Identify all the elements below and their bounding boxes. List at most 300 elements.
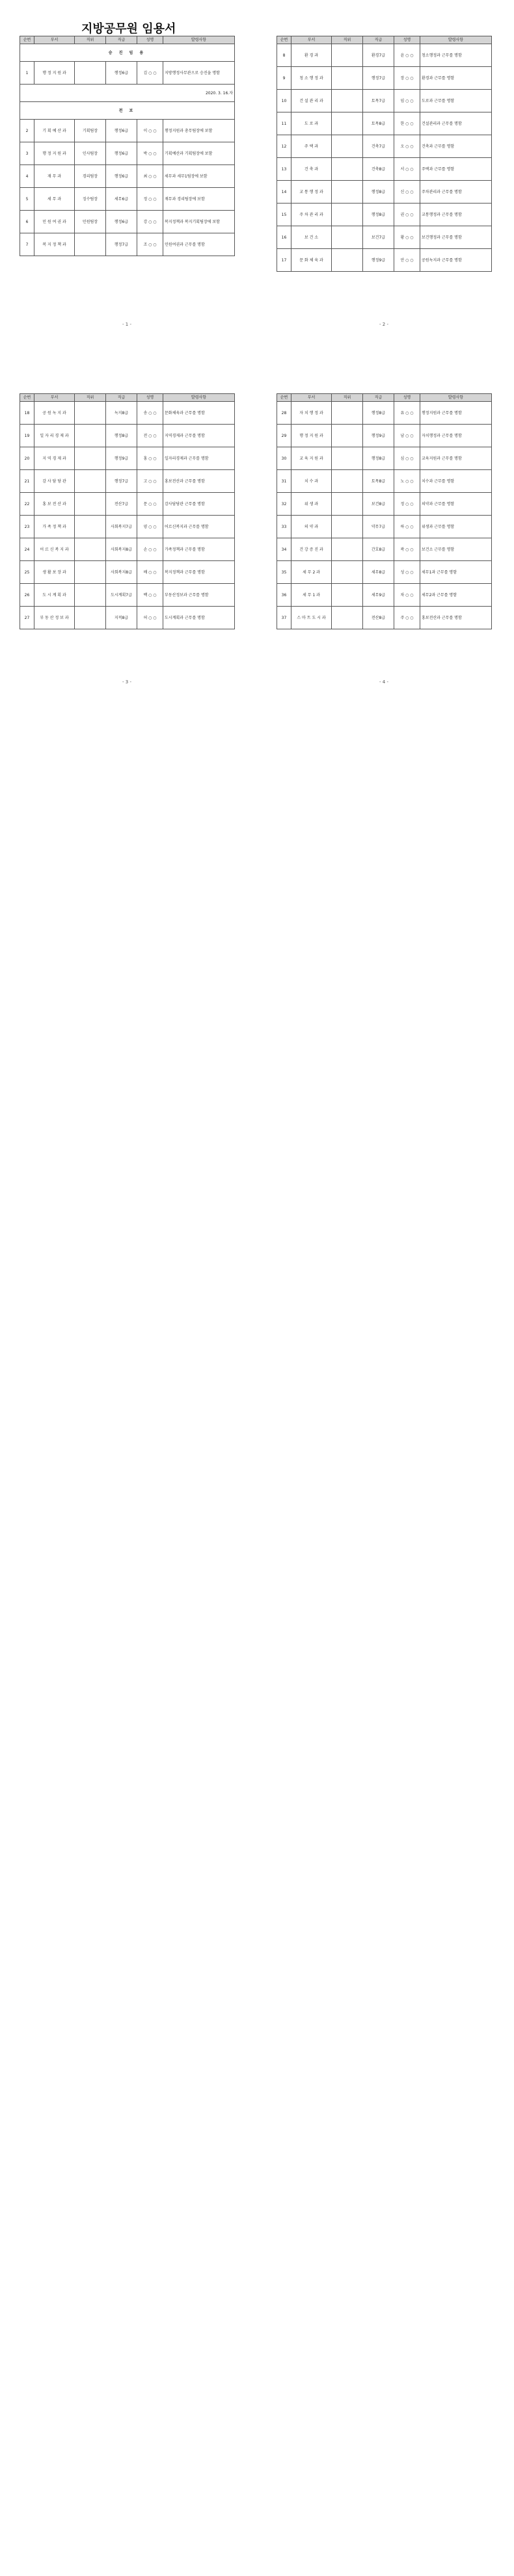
cell-dept: 복 지 정 책 과	[34, 233, 75, 256]
cell-dept: 교 육 지 원 과	[291, 447, 332, 470]
cell-rank: 행정6급	[106, 120, 137, 142]
cell-name: 한 ○ ○	[394, 112, 420, 135]
cell-rank: 행정6급	[106, 142, 137, 165]
cell-name: 유 ○ ○	[394, 402, 420, 425]
cell-rank: 보건7급	[363, 226, 394, 249]
header-dept: 부서	[34, 394, 75, 402]
table-row	[277, 561, 492, 584]
cell-position	[332, 402, 363, 425]
cell-rank: 행정6급	[106, 211, 137, 233]
table-row	[20, 561, 235, 584]
header-name: 성명	[394, 36, 420, 44]
cell-no: 16	[277, 226, 291, 249]
cell-rank: 행정8급	[363, 402, 394, 425]
cell-no: 15	[277, 204, 291, 226]
cell-dept: 위 생 과	[291, 493, 332, 516]
cell-dept: 건 설 관 리 과	[291, 90, 332, 112]
cell-name: 황 ○ ○	[394, 226, 420, 249]
cell-name: 고 ○ ○	[137, 470, 163, 493]
cell-rank: 행정8급	[363, 204, 394, 226]
cell-no: 27	[20, 607, 34, 629]
cell-no: 13	[277, 158, 291, 181]
page-number: - 1 -	[122, 322, 131, 327]
cell-dept: 어 르 신 복 지 과	[34, 538, 75, 561]
header-rank: 직급	[363, 36, 394, 44]
cell-rank: 지적8급	[106, 607, 137, 629]
cell-no: 1	[20, 62, 34, 85]
cell-no: 24	[20, 538, 34, 561]
header-position: 직위	[75, 36, 106, 44]
cell-no: 26	[20, 584, 34, 607]
cell-rank: 행정9급	[363, 425, 394, 447]
cell-no: 17	[277, 249, 291, 272]
cell-name: 권 ○ ○	[394, 204, 420, 226]
cell-no: 30	[277, 447, 291, 470]
cell-position: 경리팀장	[75, 165, 106, 188]
cell-content: 복지정책과 근무를 명함	[163, 561, 235, 584]
cell-position	[332, 538, 363, 561]
cell-no: 9	[277, 67, 291, 90]
cell-content: 치수과 근무를 명함	[420, 470, 492, 493]
cell-dept: 도 시 계 획 과	[34, 584, 75, 607]
cell-content: 건설관리과 근무를 명함	[420, 112, 492, 135]
page-number: - 4 -	[379, 679, 388, 685]
cell-name: 하 ○ ○	[394, 516, 420, 538]
cell-content: 건축과 근무를 명함	[420, 135, 492, 158]
appointment-table	[20, 393, 235, 629]
table-header-row	[20, 394, 235, 402]
table-row	[20, 102, 235, 120]
table-row	[277, 135, 492, 158]
cell-content: 어르신복지과 근무를 명함	[163, 516, 235, 538]
header-rank: 직급	[106, 394, 137, 402]
cell-name: 임 ○ ○	[394, 90, 420, 112]
table-row	[20, 584, 235, 607]
header-content: 발령사항	[163, 36, 235, 44]
cell-no: 29	[277, 425, 291, 447]
cell-dept: 기 획 예 산 과	[34, 120, 75, 142]
cell-content: 가족정책과 근무를 명함	[163, 538, 235, 561]
table-header-row	[20, 36, 235, 44]
cell-position	[332, 249, 363, 272]
cell-no: 34	[277, 538, 291, 561]
table-row	[20, 142, 235, 165]
cell-position: 민원팀장	[75, 211, 106, 233]
header-no: 순번	[20, 36, 34, 44]
cell-rank: 행정7급	[363, 67, 394, 90]
cell-rank: 행정9급	[106, 447, 137, 470]
cell-position	[332, 67, 363, 90]
cell-name: 조 ○ ○	[137, 233, 163, 256]
cell-name: 남 ○ ○	[394, 425, 420, 447]
cell-name: 윤 ○ ○	[394, 44, 420, 67]
cell-no: 8	[277, 44, 291, 67]
header-rank: 직급	[106, 36, 137, 44]
cell-position: 징수팀장	[75, 188, 106, 211]
header-position: 직위	[332, 394, 363, 402]
cell-no: 23	[20, 516, 34, 538]
cell-content: 보건행정과 근무를 명함	[420, 226, 492, 249]
table-row	[20, 211, 235, 233]
table-row	[20, 165, 235, 188]
cell-content: 문화체육과 근무를 명함	[163, 402, 235, 425]
header-no: 순번	[20, 394, 34, 402]
cell-content: 의약과 근무를 명함	[420, 493, 492, 516]
cell-name: 최 ○ ○	[137, 165, 163, 188]
table-row	[277, 204, 492, 226]
cell-rank: 환경7급	[363, 44, 394, 67]
cell-rank: 약무7급	[363, 516, 394, 538]
table-row	[277, 516, 492, 538]
cell-position	[332, 181, 363, 204]
cell-dept: 세 무 1 과	[291, 584, 332, 607]
cell-dept: 환 경 과	[291, 44, 332, 67]
table-row	[277, 249, 492, 272]
appointment-table	[277, 36, 492, 272]
cell-rank: 간호8급	[363, 538, 394, 561]
cell-rank: 행정7급	[106, 470, 137, 493]
cell-rank: 도시계획7급	[106, 584, 137, 607]
effective-date: 2020. 3. 16.자	[20, 85, 235, 102]
cell-no: 20	[20, 447, 34, 470]
cell-dept: 건 축 과	[291, 158, 332, 181]
cell-name: 노 ○ ○	[394, 470, 420, 493]
cell-content: 세무2과 근무를 명함	[420, 584, 492, 607]
cell-name: 심 ○ ○	[394, 447, 420, 470]
document-page	[20, 36, 234, 256]
cell-dept: 도 로 과	[291, 112, 332, 135]
cell-rank: 전산8급	[363, 607, 394, 629]
table-row	[277, 493, 492, 516]
cell-content: 청소행정과 근무를 명함	[420, 44, 492, 67]
cell-position	[75, 62, 106, 85]
cell-dept: 청 소 행 정 과	[291, 67, 332, 90]
cell-no: 25	[20, 561, 34, 584]
header-content: 발령사항	[163, 394, 235, 402]
cell-dept: 행 정 지 원 과	[34, 62, 75, 85]
cell-position	[332, 425, 363, 447]
cell-position: 인사팀장	[75, 142, 106, 165]
cell-rank: 토목8급	[363, 470, 394, 493]
page-number: - 3 -	[122, 679, 131, 685]
section-heading: 승 진 임 용	[20, 44, 235, 62]
header-content: 발령사항	[420, 36, 492, 44]
cell-name: 배 ○ ○	[137, 561, 163, 584]
cell-dept: 의 약 과	[291, 516, 332, 538]
cell-dept: 자 치 행 정 과	[291, 402, 332, 425]
cell-position	[332, 607, 363, 629]
cell-name: 곽 ○ ○	[394, 538, 420, 561]
cell-name: 안 ○ ○	[394, 249, 420, 272]
header-no: 순번	[277, 36, 291, 44]
cell-position	[332, 158, 363, 181]
cell-no: 32	[277, 493, 291, 516]
cell-content: 재무과 경리팀장에 보함	[163, 188, 235, 211]
cell-dept: 행 정 지 원 과	[291, 425, 332, 447]
cell-name: 오 ○ ○	[394, 135, 420, 158]
cell-no: 3	[20, 142, 34, 165]
cell-no: 22	[20, 493, 34, 516]
table-row	[20, 233, 235, 256]
document-page	[20, 393, 234, 629]
cell-name: 신 ○ ○	[394, 181, 420, 204]
cell-dept: 교 통 행 정 과	[291, 181, 332, 204]
cell-position	[332, 470, 363, 493]
cell-no: 37	[277, 607, 291, 629]
cell-no: 5	[20, 188, 34, 211]
cell-content: 주택과 근무를 명함	[420, 158, 492, 181]
cell-name: 정 ○ ○	[394, 493, 420, 516]
cell-no: 7	[20, 233, 34, 256]
cell-dept: 주 택 과	[291, 135, 332, 158]
cell-no: 18	[20, 402, 34, 425]
cell-no: 31	[277, 470, 291, 493]
cell-position	[332, 90, 363, 112]
cell-content: 교육지원과 근무를 명함	[420, 447, 492, 470]
table-row	[277, 112, 492, 135]
document-page	[277, 36, 491, 272]
cell-name: 전 ○ ○	[137, 425, 163, 447]
page-number: - 2 -	[379, 322, 388, 327]
cell-position	[332, 516, 363, 538]
cell-content: 도로과 근무를 명함	[420, 90, 492, 112]
section-heading: 전 보	[20, 102, 235, 120]
cell-rank: 행정7급	[106, 233, 137, 256]
cell-dept: 세 무 2 과	[291, 561, 332, 584]
cell-name: 서 ○ ○	[394, 158, 420, 181]
cell-rank: 행정8급	[363, 447, 394, 470]
cell-no: 4	[20, 165, 34, 188]
cell-name: 손 ○ ○	[137, 538, 163, 561]
cell-position	[332, 584, 363, 607]
cell-position	[75, 425, 106, 447]
cell-position	[75, 584, 106, 607]
table-row	[277, 158, 492, 181]
header-rank: 직급	[363, 394, 394, 402]
cell-content: 공원녹지과 근무를 명함	[420, 249, 492, 272]
cell-name: 문 ○ ○	[137, 493, 163, 516]
cell-name: 정 ○ ○	[137, 188, 163, 211]
table-row	[277, 67, 492, 90]
cell-no: 28	[277, 402, 291, 425]
cell-dept: 홍 보 전 산 과	[34, 493, 75, 516]
cell-position	[332, 204, 363, 226]
cell-content: 홍보전산과 근무를 명함	[420, 607, 492, 629]
cell-content: 행정지원과 근무를 명함	[420, 402, 492, 425]
header-dept: 부서	[34, 36, 75, 44]
cell-content: 감사담당관 근무를 명함	[163, 493, 235, 516]
cell-rank: 사회복지7급	[106, 516, 137, 538]
cell-content: 기획예산과 기획팀장에 보함	[163, 142, 235, 165]
cell-name: 차 ○ ○	[394, 584, 420, 607]
cell-rank: 사회복지8급	[106, 538, 137, 561]
cell-content: 세무과 세무1팀장에 보함	[163, 165, 235, 188]
cell-dept: 부 동 산 정 보 과	[34, 607, 75, 629]
cell-rank: 토목8급	[363, 112, 394, 135]
cell-dept: 공 원 녹 지 과	[34, 402, 75, 425]
table-row	[20, 538, 235, 561]
cell-dept: 재 무 과	[34, 165, 75, 188]
table-row	[277, 425, 492, 447]
cell-dept: 치 수 과	[291, 470, 332, 493]
cell-rank: 행정6급	[106, 62, 137, 85]
cell-dept: 가 족 정 책 과	[34, 516, 75, 538]
cell-rank: 토목7급	[363, 90, 394, 112]
table-row	[20, 120, 235, 142]
table-row	[277, 90, 492, 112]
cell-rank: 녹지8급	[106, 402, 137, 425]
table-row	[20, 188, 235, 211]
cell-content: 보건소 근무를 명함	[420, 538, 492, 561]
appointment-table	[277, 393, 492, 629]
cell-name: 박 ○ ○	[137, 142, 163, 165]
cell-position	[75, 470, 106, 493]
table-row	[20, 470, 235, 493]
cell-rank: 행정9급	[363, 249, 394, 272]
cell-position	[332, 112, 363, 135]
cell-position	[75, 516, 106, 538]
header-position: 직위	[75, 394, 106, 402]
appointment-table	[20, 36, 235, 256]
cell-content: 일자리경제과 근무를 명함	[163, 447, 235, 470]
cell-rank: 세무9급	[363, 584, 394, 607]
cell-no: 33	[277, 516, 291, 538]
cell-rank: 건축8급	[363, 158, 394, 181]
table-row	[277, 226, 492, 249]
cell-rank: 행정8급	[106, 425, 137, 447]
table-row	[277, 447, 492, 470]
header-name: 성명	[137, 394, 163, 402]
table-row	[277, 607, 492, 629]
cell-content: 민원여권과 근무를 명함	[163, 233, 235, 256]
cell-dept: 지 역 경 제 과	[34, 447, 75, 470]
cell-no: 12	[277, 135, 291, 158]
cell-position	[332, 447, 363, 470]
cell-content: 복지정책과 복지기획팀장에 보함	[163, 211, 235, 233]
cell-position	[332, 135, 363, 158]
cell-content: 자치행정과 근무를 명함	[420, 425, 492, 447]
table-header-row	[277, 36, 492, 44]
cell-dept: 문 화 체 육 과	[291, 249, 332, 272]
cell-dept: 세 무 과	[34, 188, 75, 211]
cell-content: 교통행정과 근무를 명함	[420, 204, 492, 226]
header-name: 성명	[394, 394, 420, 402]
cell-no: 35	[277, 561, 291, 584]
table-header-row	[277, 394, 492, 402]
cell-content: 주차관리과 근무를 명함	[420, 181, 492, 204]
cell-position: 기획팀장	[75, 120, 106, 142]
header-content: 발령사항	[420, 394, 492, 402]
cell-name: 백 ○ ○	[137, 584, 163, 607]
cell-dept: 건 강 증 진 과	[291, 538, 332, 561]
cell-no: 14	[277, 181, 291, 204]
cell-position	[75, 538, 106, 561]
cell-dept: 주 차 관 리 과	[291, 204, 332, 226]
cell-name: 강 ○ ○	[137, 211, 163, 233]
header-name: 성명	[137, 36, 163, 44]
cell-position	[332, 44, 363, 67]
cell-position	[75, 402, 106, 425]
cell-content: 부동산정보과 근무를 명함	[163, 584, 235, 607]
cell-rank: 건축7급	[363, 135, 394, 158]
table-row	[277, 470, 492, 493]
table-row	[20, 447, 235, 470]
cell-position	[75, 493, 106, 516]
cell-content: 지역경제과 근무를 명함	[163, 425, 235, 447]
cell-no: 6	[20, 211, 34, 233]
document-page	[277, 393, 491, 629]
cell-dept: 보 건 소	[291, 226, 332, 249]
cell-content: 행정지원과 총무팀장에 보함	[163, 120, 235, 142]
table-row	[277, 538, 492, 561]
cell-name: 성 ○ ○	[394, 561, 420, 584]
cell-no: 11	[277, 112, 291, 135]
table-row	[20, 402, 235, 425]
cell-name: 김 ○ ○	[137, 62, 163, 85]
cell-no: 2	[20, 120, 34, 142]
cell-name: 이 ○ ○	[137, 120, 163, 142]
cell-name: 장 ○ ○	[394, 67, 420, 90]
cell-no: 21	[20, 470, 34, 493]
cell-rank: 세무6급	[106, 188, 137, 211]
cell-rank: 행정8급	[363, 181, 394, 204]
cell-rank: 보건8급	[363, 493, 394, 516]
cell-name: 홍 ○ ○	[137, 447, 163, 470]
cell-rank: 세무8급	[363, 561, 394, 584]
table-row	[20, 425, 235, 447]
header-dept: 부서	[291, 394, 332, 402]
cell-position	[332, 226, 363, 249]
table-row	[20, 62, 235, 85]
cell-content: 지방행정사무관으로 승진을 명함	[163, 62, 235, 85]
cell-position	[332, 561, 363, 584]
header-position: 직위	[332, 36, 363, 44]
cell-rank: 행정6급	[106, 165, 137, 188]
cell-content: 환경과 근무를 명함	[420, 67, 492, 90]
table-row	[20, 607, 235, 629]
table-row	[20, 493, 235, 516]
table-row	[20, 44, 235, 62]
cell-rank: 사회복지8급	[106, 561, 137, 584]
cell-position	[75, 561, 106, 584]
cell-no: 10	[277, 90, 291, 112]
document-title: 지방공무원 임용서	[81, 22, 176, 36]
table-row	[277, 584, 492, 607]
header-dept: 부서	[291, 36, 332, 44]
cell-content: 세무1과 근무를 명함	[420, 561, 492, 584]
cell-content: 홍보전산과 근무를 명함	[163, 470, 235, 493]
cell-dept: 감 사 담 당 관	[34, 470, 75, 493]
cell-position	[75, 447, 106, 470]
table-row	[277, 44, 492, 67]
cell-name: 허 ○ ○	[137, 607, 163, 629]
cell-position	[75, 233, 106, 256]
cell-dept: 스 마 트 도 시 과	[291, 607, 332, 629]
cell-rank: 전산7급	[106, 493, 137, 516]
table-row	[20, 516, 235, 538]
cell-dept: 민 원 여 권 과	[34, 211, 75, 233]
cell-dept: 일 자 리 경 제 과	[34, 425, 75, 447]
cell-position	[332, 493, 363, 516]
header-no: 순번	[277, 394, 291, 402]
cell-no: 19	[20, 425, 34, 447]
cell-content: 위생과 근무를 명함	[420, 516, 492, 538]
table-row	[277, 181, 492, 204]
table-row	[20, 85, 235, 102]
cell-dept: 생 활 보 장 과	[34, 561, 75, 584]
cell-name: 주 ○ ○	[394, 607, 420, 629]
cell-position	[75, 607, 106, 629]
